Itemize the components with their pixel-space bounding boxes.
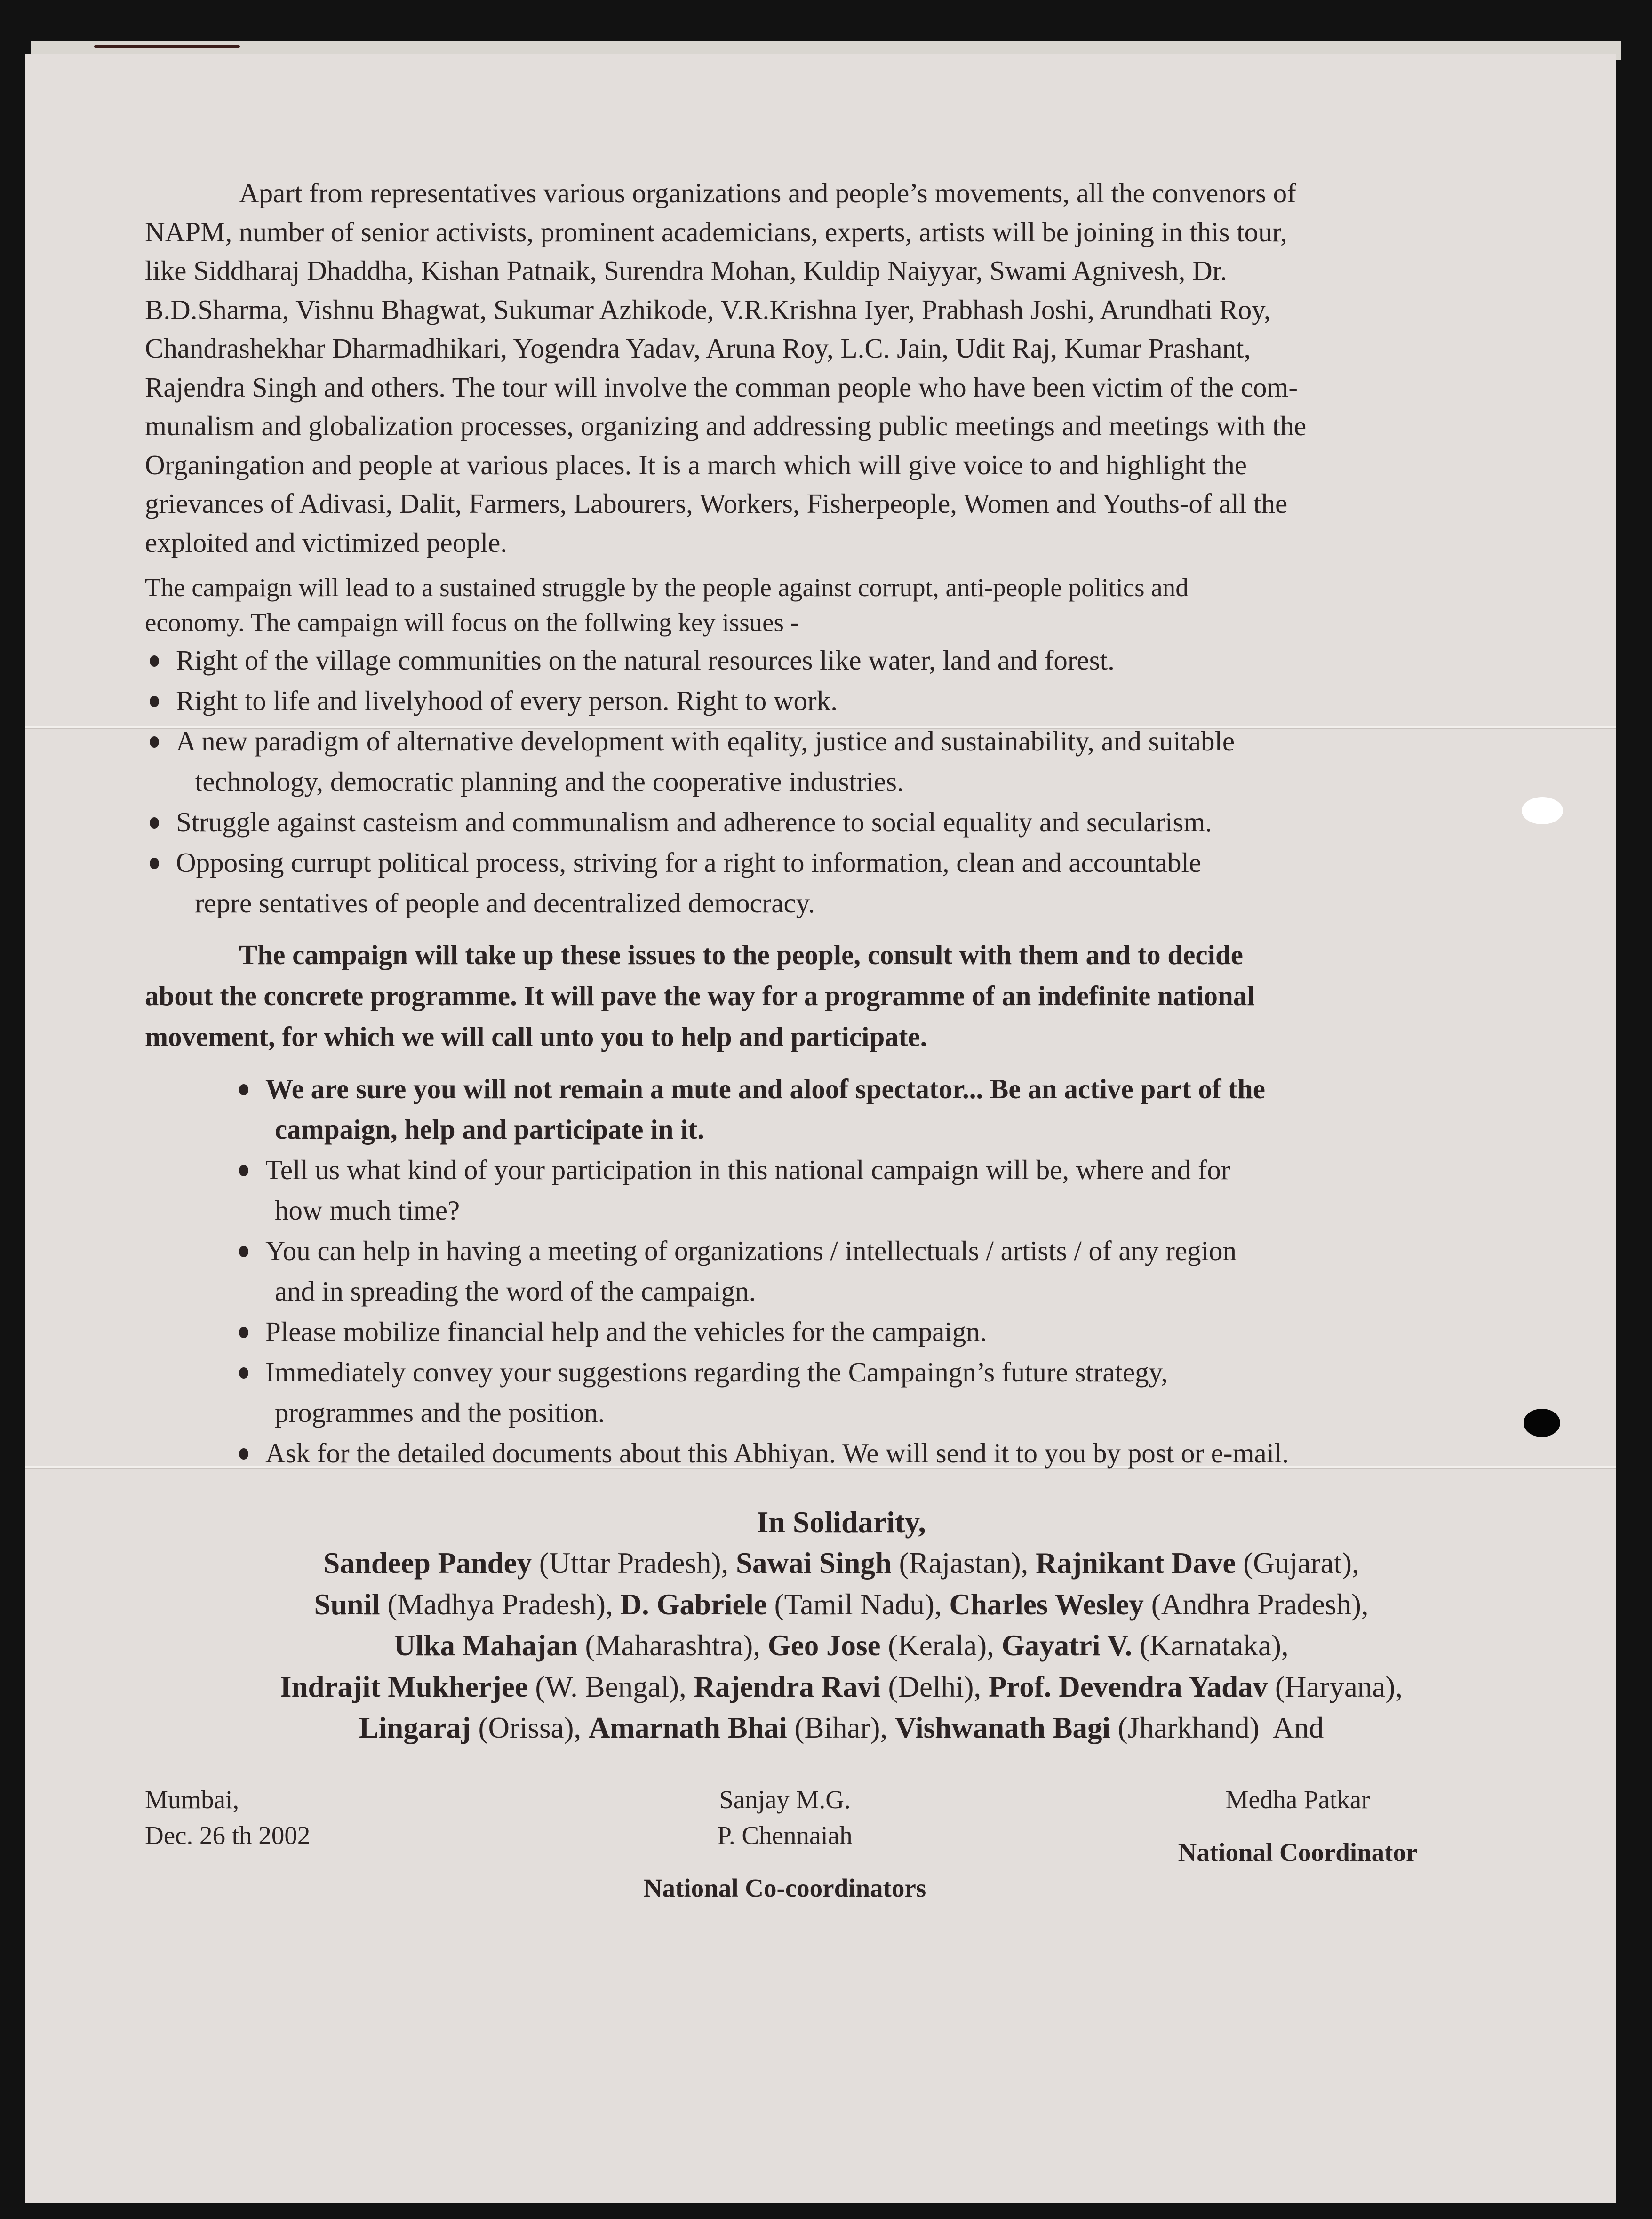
signer: [768, 1629, 1002, 1662]
item-text-continued: repre sentatives of people and decentralized democracy.: [195, 887, 815, 918]
signer: [1036, 1547, 1359, 1580]
co-coordinator-role: National Co-coordinators: [643, 1873, 926, 1902]
national-coordinator: [1142, 1782, 1453, 1870]
bullet-icon: [239, 1084, 248, 1095]
letter-body: [145, 174, 1538, 1904]
bullet-icon: [150, 696, 159, 707]
text-line: Organingation and people at various places. It is a march which will give voice to and highlight the: [145, 449, 1247, 480]
signer: [323, 1547, 736, 1580]
signer-name: Charles Wesley: [949, 1588, 1144, 1621]
list-item: [234, 1352, 1538, 1433]
separator: ,: [721, 1547, 736, 1580]
pen-mark: [94, 45, 240, 48]
item-text: Opposing currupt political process, striving for a right to information, clean and accountable: [176, 847, 1202, 878]
signer-name: Sunil: [314, 1588, 380, 1621]
bullet-icon: [150, 655, 159, 667]
appeals-list: [234, 1069, 1538, 1473]
text-line: Apart from representatives various organizations and people’s movements, all the convenors of: [239, 177, 1296, 208]
list-item: [145, 802, 1538, 842]
signer-state: (Uttar Pradesh): [539, 1547, 721, 1580]
separator: ,: [1351, 1547, 1359, 1580]
bullet-icon: [239, 1367, 248, 1379]
signer-name: Sawai Singh: [736, 1547, 892, 1580]
signer-state: (Orissa): [478, 1711, 574, 1744]
separator: ,: [974, 1670, 989, 1703]
signer: [949, 1588, 1368, 1621]
signatories: [145, 1543, 1538, 1749]
signer: [694, 1670, 989, 1703]
signer-name: Amarnath Bhai: [588, 1711, 787, 1744]
list-item: [234, 1311, 1538, 1352]
list-item: [234, 1230, 1538, 1311]
campaign-paragraph: [145, 570, 1538, 640]
bullet-icon: [239, 1448, 248, 1460]
signer-name: D. Gabriele: [620, 1588, 767, 1621]
signer-state: (Kerala): [888, 1629, 987, 1662]
signer-name: Rajnikant Dave: [1036, 1547, 1236, 1580]
coordinator-role: National Coordinator: [1178, 1837, 1418, 1867]
item-text: Right to life and livelyhood of every person. Right to work.: [176, 685, 838, 716]
bullet-icon: [150, 736, 159, 748]
list-item: [234, 1149, 1538, 1230]
text-line: exploited and victimized people.: [145, 527, 508, 558]
signer-state: (Maharashtra): [585, 1629, 753, 1662]
signer: [895, 1711, 1324, 1744]
signer-state: (Haryana): [1275, 1670, 1396, 1703]
text-line: The campaign will lead to a sustained struggle by the people against corrupt, anti-people politics and: [145, 573, 1189, 602]
signer: [1002, 1629, 1289, 1662]
separator: ,: [679, 1670, 694, 1703]
co-coordinators: [615, 1782, 954, 1906]
item-text: You can help in having a meeting of organizations / intellectuals / artists / of any region: [265, 1235, 1237, 1266]
list-item: [234, 1433, 1538, 1473]
signer: [620, 1588, 949, 1621]
item-text: Immediately convey your suggestions regarding the Campaingn’s future strategy,: [265, 1357, 1168, 1388]
separator: ,: [1021, 1547, 1036, 1580]
signer-name: Lingaraj: [359, 1711, 471, 1744]
signer-name: Vishwanath Bagi: [894, 1711, 1111, 1744]
signer: [314, 1588, 620, 1621]
bullet-icon: [239, 1327, 248, 1338]
item-text-continued: and in spreading the word of the campaign.: [275, 1276, 756, 1307]
text-line: grievances of Adivasi, Dalit, Farmers, Labourers, Workers, Fisherpeople, Women and Youths-of all the: [145, 488, 1288, 519]
list-item: [234, 1069, 1538, 1149]
text-line: like Siddharaj Dhaddha, Kishan Patnaik, Surendra Mohan, Kuldip Naiyyar, Swami Agnivesh, Dr.: [145, 255, 1227, 286]
list-item: [145, 680, 1538, 721]
signer: [989, 1670, 1403, 1703]
bullet-icon: [150, 817, 159, 829]
item-text: Ask for the detailed documents about this Abhiyan. We will send it to you by post or e-mail.: [265, 1437, 1289, 1469]
text-line: B.D.Sharma, Vishnu Bhagwat, Sukumar Azhikode, V.R.Krishna Iyer, Prabhash Joshi, Arundhati Roy,: [145, 294, 1271, 325]
co-coordinator-name: P. Chennaiah: [717, 1820, 853, 1850]
signer-state: (Andhra Pradesh): [1151, 1588, 1361, 1621]
signer-name: Prof. Devendra Yadav: [988, 1670, 1268, 1703]
separator: ,: [987, 1629, 1002, 1662]
item-text: We are sure you will not remain a mute and aloof spectator... Be an active part of the: [265, 1073, 1265, 1104]
bullet-icon: [239, 1246, 248, 1257]
closing-salutation: In Solidarity,: [757, 1505, 926, 1539]
item-text: Struggle against casteism and communalism and adherence to social equality and secularism.: [176, 806, 1213, 838]
signer-state: (Rajastan): [899, 1547, 1021, 1580]
signer-state: (Karnataka): [1140, 1629, 1281, 1662]
signer-state: (Delhi): [888, 1670, 974, 1703]
text-line: The campaign will take up these issues to the people, consult with them and to decide: [239, 939, 1243, 970]
separator: ,: [753, 1629, 768, 1662]
item-text-continued: programmes and the position.: [275, 1397, 605, 1428]
text-line: Rajendra Singh and others. The tour will involve the comman people who have been victim of the com-: [145, 371, 1298, 403]
signer-state: (Madhya Pradesh): [387, 1588, 606, 1621]
signer-state: (Jharkhand): [1117, 1711, 1260, 1744]
separator: ,: [1281, 1629, 1289, 1662]
item-text-continued: technology, democratic planning and the cooperative industries.: [195, 766, 904, 797]
separator: ,: [605, 1588, 621, 1621]
signer-state: (W. Bengal): [535, 1670, 679, 1703]
signer-state: (Tamil Nadu): [774, 1588, 934, 1621]
key-issues-list: [145, 640, 1538, 923]
item-text: Right of the village communities on the natural resources like water, land and forest.: [176, 645, 1115, 676]
signer-name: Ulka Mahajan: [394, 1629, 578, 1662]
item-text-continued: how much time?: [275, 1195, 460, 1226]
text-line: Chandrashekhar Dharmadhikari, Yogendra Yadav, Aruna Roy, L.C. Jain, Udit Raj, Kumar Prashant,: [145, 333, 1251, 364]
document-page: [25, 54, 1616, 2203]
signer-name: Gayatri V.: [1001, 1629, 1133, 1662]
intro-paragraph: [145, 174, 1538, 562]
signature-block: [145, 1782, 1538, 1904]
signer-name: Sandeep Pandey: [323, 1547, 532, 1580]
item-text: Please mobilize financial help and the vehicles for the campaign.: [265, 1316, 987, 1347]
place-date: [145, 1782, 310, 1853]
signer: [359, 1711, 589, 1744]
place: Mumbai,: [145, 1785, 239, 1814]
separator: And: [1259, 1711, 1324, 1744]
date: Dec. 26 th 2002: [145, 1820, 311, 1850]
text-line: movement, for which we will call unto you to help and participate.: [145, 1021, 927, 1052]
coordinator-name: Medha Patkar: [1225, 1785, 1370, 1814]
signer-name: Geo Jose: [767, 1629, 881, 1662]
separator: ,: [880, 1711, 895, 1744]
bullet-icon: [239, 1165, 248, 1176]
list-item: [145, 640, 1538, 680]
separator: ,: [574, 1711, 589, 1744]
text-line: economy. The campaign will focus on the follwing key issues -: [145, 608, 799, 637]
item-text: Tell us what kind of your participation in this national campaign will be, where and for: [265, 1154, 1230, 1185]
text-line: about the concrete programme. It will pave the way for a programme of an indefinite national: [145, 980, 1255, 1011]
item-text-continued: campaign, help and participate in it.: [275, 1114, 704, 1145]
separator: ,: [1395, 1670, 1403, 1703]
separator: ,: [934, 1588, 950, 1621]
signer: [736, 1547, 1036, 1580]
bullet-icon: [150, 858, 159, 869]
signer: [394, 1629, 767, 1662]
call-to-action-paragraph: [145, 934, 1538, 1057]
signer-state: (Gujarat): [1243, 1547, 1352, 1580]
signer-name: Rajendra Ravi: [694, 1670, 881, 1703]
signer-state: (Bihar): [794, 1711, 880, 1744]
list-item: [145, 842, 1538, 923]
text-line: NAPM, number of senior activists, prominent academicians, experts, artists will be joining in this tour,: [145, 216, 1287, 247]
signer: [589, 1711, 895, 1744]
signer-name: Indrajit Mukherjee: [280, 1670, 528, 1703]
text-line: munalism and globalization processes, organizing and addressing public meetings and meetings with the: [145, 410, 1307, 441]
list-item: [145, 721, 1538, 802]
signer: [280, 1670, 694, 1703]
separator: ,: [1361, 1588, 1369, 1621]
item-text: A new paradigm of alternative development with eqality, justice and sustainability, and suitable: [176, 726, 1235, 757]
co-coordinator-name: Sanjay M.G.: [719, 1785, 851, 1814]
